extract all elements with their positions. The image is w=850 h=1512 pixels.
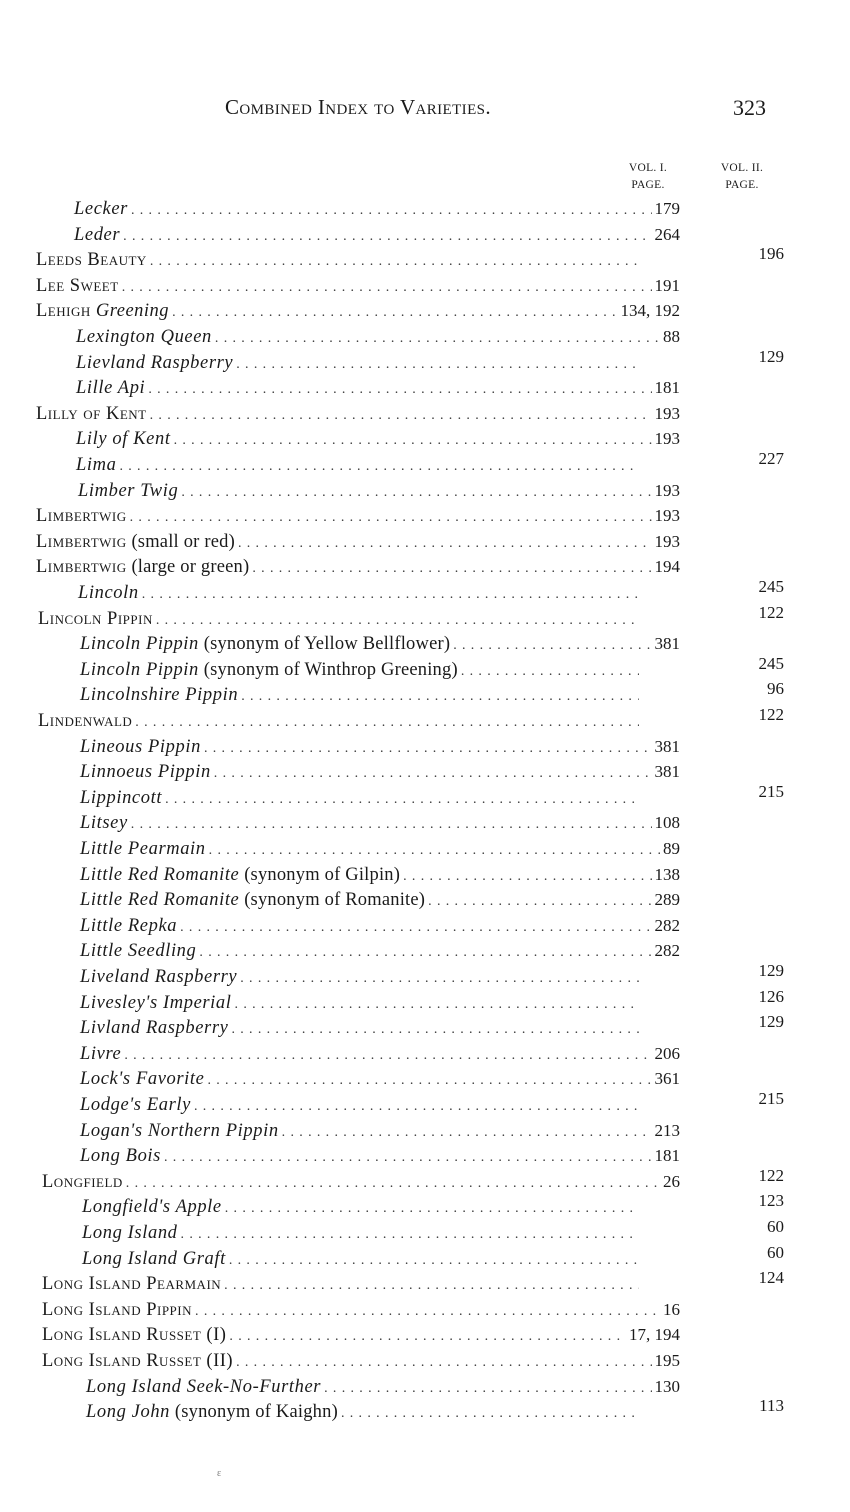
index-entry <box>78 481 680 506</box>
dot-leader <box>131 199 652 220</box>
vol-1-page: 193 <box>654 404 680 423</box>
index-entry <box>42 1325 680 1350</box>
dot-leader <box>123 225 651 246</box>
entry-name-text: Lexington Queen <box>76 327 212 347</box>
vol-2-page: 96 <box>767 679 784 698</box>
entry-name <box>42 1351 233 1372</box>
entry-name-text: Lima <box>76 455 117 475</box>
index-entry <box>80 634 680 659</box>
entry-name <box>74 225 120 246</box>
entry-name <box>38 609 153 630</box>
dot-leader <box>181 481 651 502</box>
dot-leader <box>236 1351 651 1372</box>
dot-leader <box>235 993 639 1014</box>
vol-2-page: 124 <box>758 1268 784 1287</box>
vol-1-page: 264 <box>654 225 680 244</box>
entry-name-text: Lincoln Pippin <box>38 609 153 629</box>
index-entry <box>74 225 680 250</box>
dot-leader <box>165 788 639 809</box>
entry-name <box>42 1300 192 1321</box>
entry-name <box>36 557 249 578</box>
index-entry <box>36 404 680 429</box>
entry-name-text: Long Island Pearmain <box>42 1274 222 1294</box>
index-entry <box>80 967 680 992</box>
entry-name-text: Long John <box>86 1402 171 1422</box>
index-entry <box>80 1146 680 1171</box>
vol-2-page: 245 <box>758 577 784 596</box>
entry-name <box>80 788 162 809</box>
vol-2-page: 215 <box>758 782 784 801</box>
vol-2-page: 129 <box>758 1012 784 1031</box>
entry-name-text: Livre <box>80 1044 122 1064</box>
index-entry <box>80 1044 680 1069</box>
entry-name <box>80 685 238 706</box>
dot-leader <box>156 609 639 630</box>
dot-leader <box>214 762 652 783</box>
index-entry <box>80 865 680 890</box>
entry-name-text: Limbertwig <box>36 506 127 526</box>
entry-name-text: Lee Sweet <box>36 276 119 296</box>
dot-leader <box>225 1197 639 1218</box>
index-entry <box>38 609 680 634</box>
dot-leader <box>122 276 652 297</box>
dot-leader <box>229 1249 639 1270</box>
vol-1-page: 181 <box>654 1146 680 1165</box>
vol-1-page: 88 <box>663 327 680 346</box>
entry-name <box>80 839 206 860</box>
entry-name-text: Long Island Russet (II) <box>42 1351 234 1371</box>
entry-name <box>80 993 232 1014</box>
index-entry <box>42 1172 680 1197</box>
entry-name-text: Liveland Raspberry <box>80 967 238 987</box>
entry-name <box>78 583 139 604</box>
dot-leader <box>150 250 639 271</box>
index-entry <box>36 250 680 275</box>
entry-name-text: Lindenwald <box>38 711 133 731</box>
entry-name <box>76 353 233 374</box>
entry-name <box>76 327 212 348</box>
entry-name-text: Lievland Raspberry <box>76 353 234 373</box>
index-entry <box>76 455 680 480</box>
index-entry <box>80 737 680 762</box>
entry-name <box>82 1249 226 1270</box>
index-entry <box>42 1274 680 1299</box>
index-entry <box>36 301 680 326</box>
entry-name <box>82 1197 222 1218</box>
vol-2-page: 126 <box>758 987 784 1006</box>
entry-name-text: Longfield's Apple <box>82 1197 222 1217</box>
vol-2-page: 129 <box>758 347 784 366</box>
index-entry <box>36 276 680 301</box>
vol-2-page: 122 <box>758 603 784 622</box>
entry-name-text: Lille Api <box>76 378 146 398</box>
vol-1-page: 193 <box>654 506 680 525</box>
entry-name <box>42 1274 221 1295</box>
entry-name <box>38 711 132 732</box>
dot-leader <box>428 890 651 911</box>
entry-qualifier: (synonym of Gilpin) <box>239 865 401 885</box>
entry-name <box>76 429 171 450</box>
vol-2-page: 123 <box>758 1191 784 1210</box>
vol-1-page: 130 <box>654 1377 680 1396</box>
index-entry <box>80 788 680 813</box>
entry-name-text: Limbertwig <box>36 532 127 552</box>
entry-name-text: Little Pearmain <box>80 839 206 859</box>
entry-name <box>80 1018 228 1039</box>
entry-name <box>86 1377 321 1398</box>
entry-name-text: Little Red Romanite <box>80 890 240 910</box>
entry-name-text: Logan's Northern Pippin <box>80 1121 279 1141</box>
dot-leader <box>142 583 639 604</box>
entry-name-text: Long Island Russet (I) <box>42 1325 227 1345</box>
dot-leader <box>180 916 651 937</box>
entry-qualifier: (large or green) <box>126 557 250 577</box>
vol-1-page: 361 <box>654 1069 680 1088</box>
entry-name-text: Lecker <box>74 199 128 219</box>
entry-name-text: Lily of Kent <box>76 429 171 449</box>
index-entry <box>80 1095 680 1120</box>
vol-2-page: 227 <box>758 449 784 468</box>
vol-1-page: 89 <box>663 839 680 858</box>
vol-1-page: 193 <box>654 429 680 448</box>
column-header-vol-1-sublabel: PAGE. <box>631 179 665 191</box>
vol-2-page: 122 <box>758 1166 784 1185</box>
entry-name <box>76 455 116 476</box>
dot-leader <box>215 327 660 348</box>
index-entry <box>82 1197 680 1222</box>
vol-1-page: 289 <box>654 890 680 909</box>
index-entry <box>80 1069 680 1094</box>
index-entry <box>78 583 680 608</box>
dot-leader <box>130 506 652 527</box>
dot-leader <box>194 1095 639 1116</box>
entry-name <box>42 1325 226 1346</box>
entry-qualifier: (small or red) <box>126 532 235 552</box>
index-entry <box>36 532 680 557</box>
vol-2-page: 129 <box>758 961 784 980</box>
vol-1-page: 16 <box>663 1300 680 1319</box>
entry-name-text: Limber Twig <box>78 481 179 501</box>
entry-name-text: Lock's Favorite <box>80 1069 205 1089</box>
entry-qualifier: (synonym of Kaighn) <box>170 1402 338 1422</box>
index-entry <box>74 199 680 224</box>
entry-qualifier: (synonym of Romanite) <box>239 890 426 910</box>
dot-leader <box>135 711 639 732</box>
vol-1-page: 179 <box>654 199 680 218</box>
entry-name-text: Livland Raspberry <box>80 1018 229 1038</box>
entry-name-text: Long Island Graft <box>82 1249 226 1269</box>
vol-1-page: 181 <box>654 378 680 397</box>
dot-leader <box>174 429 652 450</box>
vol-2-page: 113 <box>759 1396 784 1415</box>
entry-name-text: Lilly of Kent <box>36 404 147 424</box>
dot-leader <box>240 967 639 988</box>
entry-name-text: Long Island Seek-No-Further <box>86 1377 322 1397</box>
dot-leader <box>209 839 660 860</box>
entry-name-text: Leeds Beauty <box>36 250 147 270</box>
index-entry <box>80 890 680 915</box>
dot-leader <box>124 1044 651 1065</box>
vol-1-page: 282 <box>654 916 680 935</box>
entry-name-text: Longfield <box>42 1172 123 1192</box>
entry-name <box>80 762 211 783</box>
index-entry <box>80 660 680 685</box>
entry-name <box>82 1223 178 1244</box>
entry-name <box>78 481 178 502</box>
vol-1-page: 193 <box>654 481 680 500</box>
dot-leader <box>403 865 651 886</box>
entry-name <box>80 1095 191 1116</box>
dot-leader <box>181 1223 639 1244</box>
vol-1-page: 138 <box>654 865 680 884</box>
running-title: Combined Index to Varieties. <box>225 95 492 119</box>
vol-1-page: 381 <box>654 634 680 653</box>
vol-1-page: 26 <box>663 1172 680 1191</box>
column-header-vol-2-sublabel: PAGE. <box>725 179 759 191</box>
entry-name-text: Linnoeus Pippin <box>80 762 211 782</box>
page-number: 323 <box>733 95 766 120</box>
vol-2-page: 245 <box>758 654 784 673</box>
vol-1-page: 381 <box>654 737 680 756</box>
entry-qualifier: Greening <box>90 301 170 321</box>
index-entry <box>80 941 680 966</box>
entry-name-text: Long Island Pippin <box>42 1300 193 1320</box>
index-entry <box>76 378 680 403</box>
entry-name <box>80 813 128 834</box>
dot-leader <box>236 353 639 374</box>
entry-name <box>80 1146 161 1167</box>
entry-qualifier: (synonym of Winthrop Greening) <box>198 660 458 680</box>
entry-name-text: Little Seedling <box>80 941 197 961</box>
dot-leader <box>231 1018 639 1039</box>
dot-leader <box>195 1300 660 1321</box>
vol-1-page: 17, 194 <box>629 1325 680 1344</box>
dot-leader <box>461 660 639 681</box>
entry-name <box>36 276 119 297</box>
dot-leader <box>164 1146 652 1167</box>
dot-leader <box>241 685 639 706</box>
dot-leader <box>150 404 652 425</box>
entry-name <box>36 404 147 425</box>
entry-name <box>74 199 128 220</box>
vol-2-page: 196 <box>758 244 784 263</box>
entry-name <box>80 941 196 962</box>
entry-name-text: Lippincott <box>80 788 163 808</box>
entry-name <box>42 1172 123 1193</box>
dot-leader <box>238 532 652 553</box>
entry-name <box>80 1044 121 1065</box>
dot-leader <box>148 378 651 399</box>
vol-1-page: 193 <box>654 532 680 551</box>
dot-leader <box>324 1377 651 1398</box>
vol-1-page: 213 <box>654 1121 680 1140</box>
column-header-vol-2-label: VOL. II. <box>720 162 764 174</box>
index-entry <box>42 1351 680 1376</box>
entry-name <box>36 532 235 553</box>
entry-name-text: Long Island <box>82 1223 178 1243</box>
index-entry <box>76 429 680 454</box>
entry-name <box>36 250 147 271</box>
dot-leader <box>172 301 617 322</box>
index-entry <box>86 1402 680 1427</box>
entry-name-text: Little Red Romanite <box>80 865 240 885</box>
vol-1-page: 134, 192 <box>620 301 680 320</box>
vol-2-page: 60 <box>767 1243 784 1262</box>
index-entry <box>36 506 680 531</box>
index-entry <box>82 1223 680 1248</box>
entry-name <box>80 634 450 655</box>
entry-name <box>80 890 425 911</box>
dot-leader <box>282 1121 652 1142</box>
entry-name-text: Lincolnshire Pippin <box>80 685 239 705</box>
dot-leader <box>131 813 652 834</box>
column-header-vol-1-label: VOL. I. <box>628 162 668 174</box>
index-entry <box>86 1377 680 1402</box>
dot-leader <box>199 941 651 962</box>
index-entry <box>76 353 680 378</box>
dot-leader <box>252 557 651 578</box>
dot-leader <box>229 1325 626 1346</box>
entry-name <box>76 378 145 399</box>
vol-1-page: 206 <box>654 1044 680 1063</box>
index-entry <box>80 685 680 710</box>
dot-leader <box>453 634 651 655</box>
entry-name <box>36 301 169 322</box>
dot-leader <box>126 1172 660 1193</box>
dot-leader <box>341 1402 639 1423</box>
entry-name <box>80 737 201 758</box>
entry-qualifier: (synonym of Yellow Bellflower) <box>198 634 451 654</box>
entry-name-text: Lincoln <box>78 583 139 603</box>
entry-name <box>86 1402 338 1423</box>
entry-name-text: Lodge's Early <box>80 1095 191 1115</box>
vol-2-page: 122 <box>758 705 784 724</box>
index-entry <box>80 993 680 1018</box>
index-entry <box>38 711 680 736</box>
vol-1-page: 191 <box>654 276 680 295</box>
entry-name-text: Litsey <box>80 813 128 833</box>
entry-name-text: Lehigh <box>36 301 91 321</box>
vol-1-page: 381 <box>654 762 680 781</box>
index-entry <box>80 813 680 838</box>
entry-name <box>80 916 177 937</box>
index-entry <box>42 1300 680 1325</box>
vol-1-page: 282 <box>654 941 680 960</box>
entry-name-text: Leder <box>74 225 121 245</box>
dot-leader <box>119 455 639 476</box>
vol-2-page: 60 <box>767 1217 784 1236</box>
dot-leader <box>224 1274 639 1295</box>
entry-name-text: Lineous Pippin <box>80 737 201 757</box>
index-entry <box>80 916 680 941</box>
index-entry <box>80 839 680 864</box>
index-entry <box>82 1249 680 1274</box>
entry-name <box>80 1069 204 1090</box>
index-entry <box>36 557 680 582</box>
entry-name <box>80 1121 279 1142</box>
stray-mark: ε <box>217 1468 222 1479</box>
entry-name-text: Livesley's Imperial <box>80 993 232 1013</box>
entry-name-text: Little Repka <box>80 916 178 936</box>
entry-name <box>36 506 127 527</box>
vol-1-page: 108 <box>654 813 680 832</box>
vol-1-page: 194 <box>654 557 680 576</box>
entry-name-text: Lincoln Pippin <box>80 634 199 654</box>
index-entry <box>80 1121 680 1146</box>
entry-name-text: Limbertwig <box>36 557 127 577</box>
index-entry <box>80 762 680 787</box>
entry-name <box>80 660 458 681</box>
vol-2-page: 215 <box>758 1089 784 1108</box>
vol-1-page: 195 <box>654 1351 680 1370</box>
entry-name-text: Long Bois <box>80 1146 161 1166</box>
dot-leader <box>207 1069 651 1090</box>
dot-leader <box>204 737 652 758</box>
index-entry <box>80 1018 680 1043</box>
entry-name <box>80 967 237 988</box>
entry-name <box>80 865 400 886</box>
index-entry <box>76 327 680 352</box>
entry-name-text: Lincoln Pippin <box>80 660 199 680</box>
